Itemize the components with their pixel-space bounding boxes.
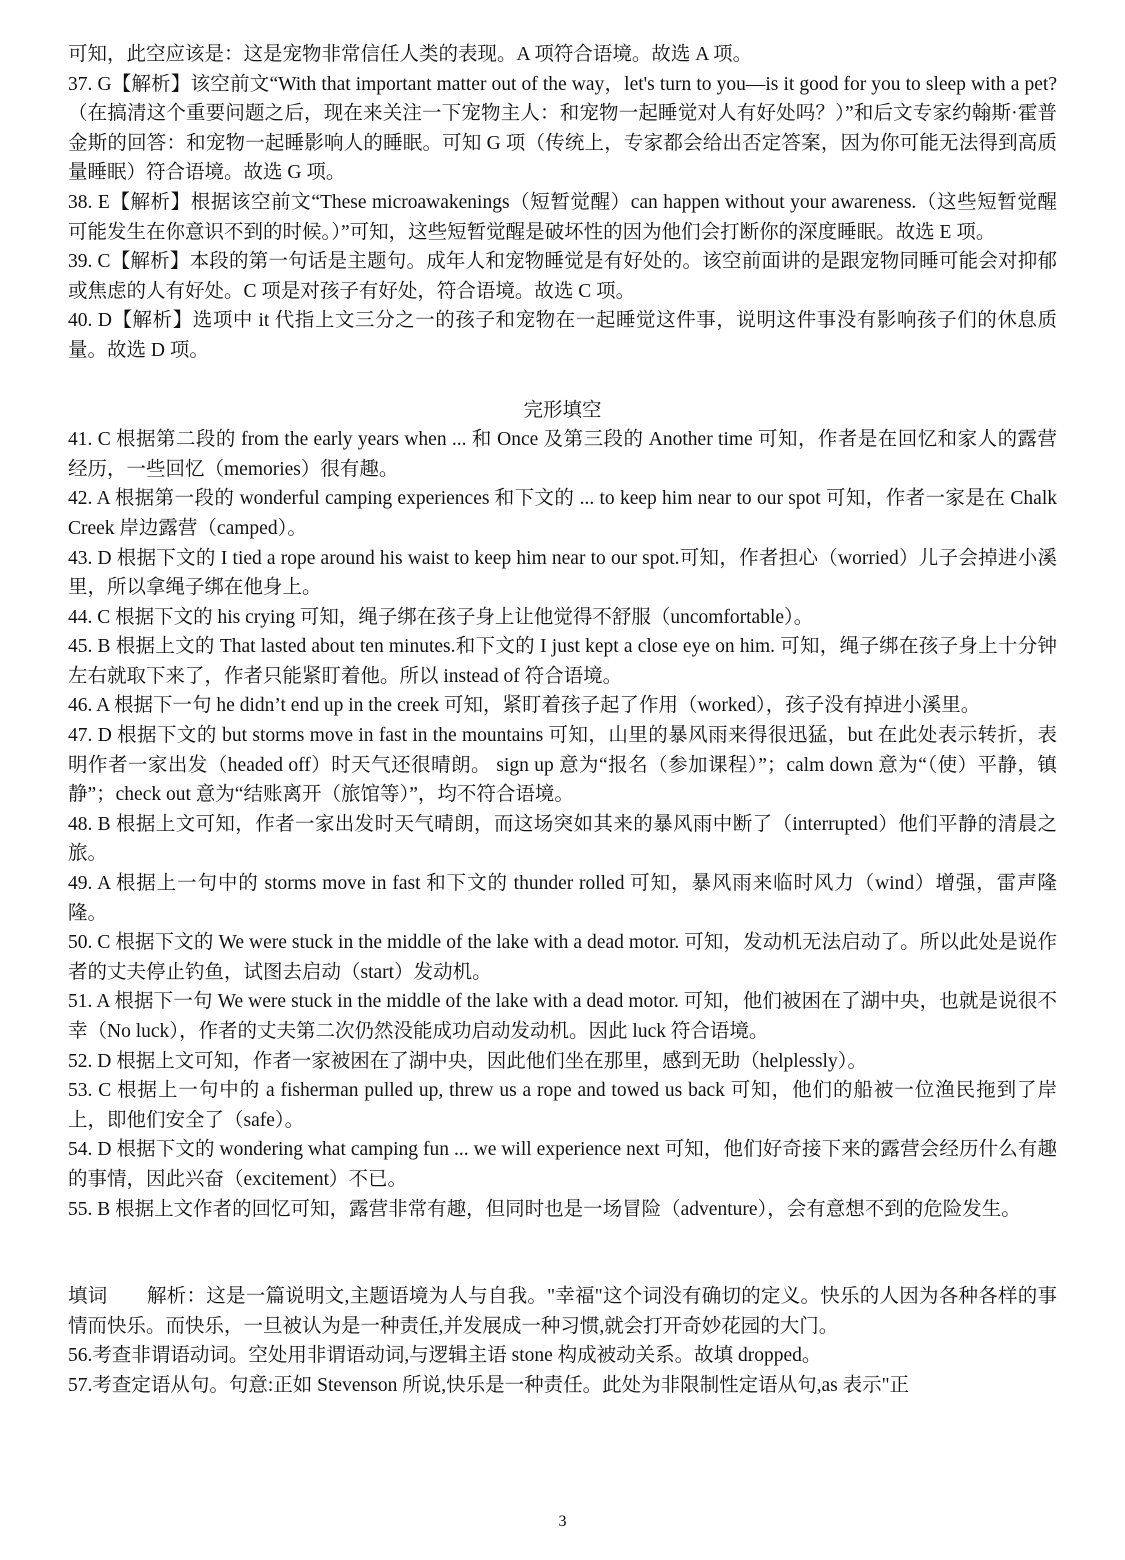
answer-42: 42. A 根据第一段的 wonderful camping experiences 和下文的 ... to keep him near to our spot 可知，作者一家是在 Chalk Creek 岸边露营（camped）。	[68, 488, 1057, 539]
answer-50: 50. C 根据下文的 We were stuck in the middle of the lake with a dead motor. 可知，发动机无法启动了。所以此处是说作者的丈夫停止钓鱼，试图去启动（start）发动机。	[68, 932, 1057, 983]
answer-45: 45. B 根据上文的 That lasted about ten minutes.和下文的 I just kept a close eye on him. 可知，绳子绑在孩子身上十分钟左右就取下来了，作者只能紧盯着他。所以 instead of 符合语境。	[68, 636, 1057, 687]
answer-53: 53. C 根据上一句中的 a fisherman pulled up, threw us a rope and towed us back 可知，他们的船被一位渔民拖到了岸上，即他们安全了（safe）。	[68, 1080, 1057, 1131]
answer-54: 54. D 根据下文的 wondering what camping fun ... we will experience next 可知，他们好奇接下来的露营会经历什么有趣的事情，因此兴奋（excitement）不已。	[68, 1139, 1057, 1190]
answer-41: 41. C 根据第二段的 from the early years when ... 和 Once 及第三段的 Another time 可知，作者是在回忆和家人的露营经历，一些回忆（memories）很有趣。	[68, 429, 1057, 480]
answer-39: 39. C【解析】本段的第一句话是主题句。成年人和宠物睡觉是有好处的。该空前面讲的是跟宠物同睡可能会对抑郁或焦虑的人有好处。C 项是对孩子有好处，符合语境。故选 C 项。	[68, 251, 1057, 302]
answer-38: 38. E【解析】根据该空前文“These microawakenings（短暂觉醒）can happen without your awareness.（这些短暂觉醒可能发生在你意识不到的时候。）”可知，这些短暂觉醒是破坏性的因为他们会打断你的深度睡眠。故选 E 项。	[68, 191, 1057, 243]
answer-47: 47. D 根据下文的 but storms move in fast in the mountains 可知，山里的暴风雨来得很迅猛，but 在此处表示转折，表明作者一家出发（headed off）时天气还很晴朗。 sign up 意为“报名（参加课程）”；calm down 意为“（使）平静，镇静”；check out 意为“结账离开（旅馆等）”，均不符合语境。	[68, 725, 1057, 806]
answer-44: 44. C 根据下文的 his crying 可知，绳子绑在孩子身上让他觉得不舒服（uncomfortable）。	[68, 606, 814, 628]
answer-57: 57.考查定语从句。句意:正如 Stevenson 所说,快乐是一种责任。此处为非限制性定语从句,as 表示"正	[68, 1374, 910, 1396]
fill-in-intro: 填词 解析：这是一篇说明文,主题语境为人与自我。"幸福"这个词没有确切的定义。快乐的人因为各种各样的事情而快乐。而快乐，一旦被认为是一种责任,并发展成一种习惯,就会打开奇妙花园的大门。	[68, 1286, 1057, 1337]
answer-55: 55. B 根据上文作者的回忆可知，露营非常有趣，但同时也是一场冒险（adventure），会有意想不到的危险发生。	[68, 1198, 1021, 1220]
answer-52: 52. D 根据上文可知，作者一家被困在了湖中央，因此他们坐在那里，感到无助（helplessly）。	[68, 1050, 867, 1072]
page-number: 3	[558, 1513, 567, 1530]
answer-37: 37. G【解析】该空前文“With that important matter out of the way，let's turn to you—is it good for you to sleep with a pet?（在搞清这个重要问题之后，现在来关注一下宠物主人：和宠物一起睡觉对人有好处吗？）”和后文专家约翰斯·霍普金斯的回答：和宠物一起睡影响人的睡眠。可知 G 项（传统上，专家都会给出否定答案，因为你可能无法得到高质量睡眠）符合语境。故选 G 项。	[68, 73, 1057, 184]
answer-56: 56.考查非谓语动词。空处用非谓语动词,与逻辑主语 stone 构成被动关系。故填 dropped。	[68, 1345, 822, 1367]
cloze-section-title: 完形填空	[523, 399, 602, 421]
answer-46: 46. A 根据下一句 he didn’t end up in the creek 可知，紧盯着孩子起了作用（worked），孩子没有掉进小溪里。	[68, 695, 981, 717]
section-spacer	[68, 366, 1057, 396]
section-spacer	[68, 1224, 1057, 1282]
answer-48: 48. B 根据上文可知，作者一家出发时天气晴朗，而这场突如其来的暴风雨中断了（interrupted）他们平静的清晨之旅。	[68, 813, 1057, 865]
paragraph-continuation: 可知，此空应该是：这是宠物非常信任人类的表现。A 项符合语境。故选 A 项。	[68, 44, 753, 65]
answer-51: 51. A 根据下一句 We were stuck in the middle of the lake with a dead motor. 可知，他们被困在了湖中央，也就是说很不幸（No luck），作者的丈夫第二次仍然没能成功启动发动机。因此 luck 符合语境。	[68, 991, 1057, 1042]
answer-43: 43. D 根据下文的 I tied a rope around his waist to keep him near to our spot.可知，作者担心（worried）儿子会掉进小溪里，所以拿绳子绑在他身上。	[68, 547, 1057, 599]
answer-40: 40. D【解析】选项中 it 代指上文三分之一的孩子和宠物在一起睡觉这件事，说明这件事没有影响孩子们的休息质量。故选 D 项。	[68, 310, 1057, 361]
answer-49: 49. A 根据上一句中的 storms move in fast 和下文的 thunder rolled 可知，暴风雨来临时风力（wind）增强，雷声隆隆。	[68, 873, 1057, 924]
